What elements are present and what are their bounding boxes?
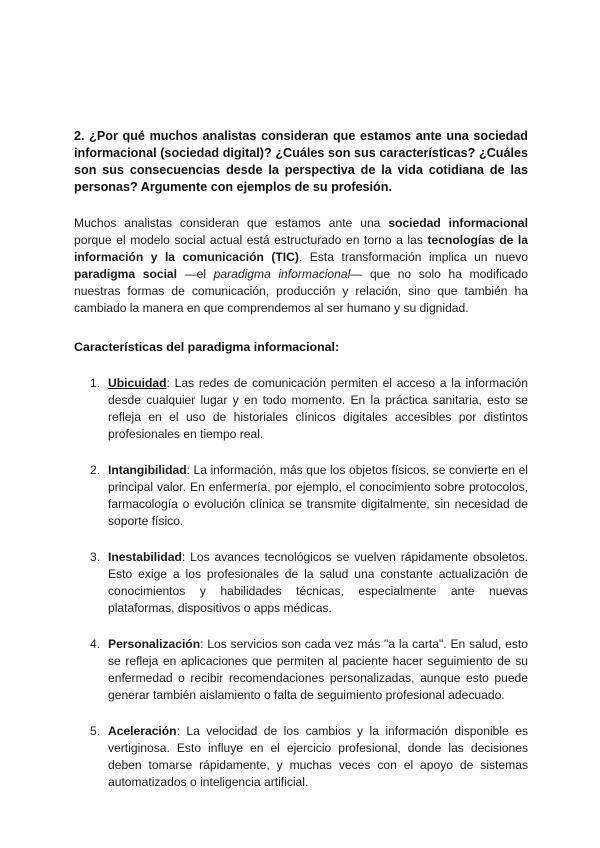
list-item-number: 4. [90, 637, 101, 651]
list-item-term: Ubicuidad [108, 376, 167, 390]
list-item [74, 462, 528, 530]
list-item-number: 3. [90, 550, 101, 564]
section-heading: Características del paradigma informacional: [74, 340, 340, 354]
intro-italic-1: paradigma informacional [213, 267, 351, 281]
list-item-text: : La información, más que los objetos físicos, se convierte en el principal valor. En enfermería, por ejemplo, el conocimiento sobre protocolos, farmacología o evolución clínica se transmite digitalmente, sin necesidad de soporte físico. [108, 463, 528, 528]
list-item-text: : Los avances tecnológicos se vuelven rápidamente obsoletos. Esto exige a los profesionales de la salud una constante actualización de conocimientos y habilidades técnicas, especialmente ante nuevas plataformas, dispositivos o apps médicas. [108, 550, 528, 615]
list-item [74, 549, 528, 617]
list-item-text: : Los servicios son cada vez más "a la carta". En salud, esto se refleja en aplicaciones que permiten al paciente hacer seguimiento de su enfermedad o recibir recomendaciones personalizadas, aunque esto puede generar también aislamiento o falta de seguimiento profesional adecuado. [108, 637, 528, 702]
intro-text-2: porque el modelo social actual está estructurado en torno a las [74, 233, 428, 247]
list-item-number: 5. [90, 724, 101, 738]
list-item-number: 2. [90, 463, 101, 477]
intro-text-3: . Esta transformación implica un nuevo [298, 250, 528, 264]
intro-text-1: Muchos analistas consideran que estamos ante una [74, 216, 389, 230]
list-item-text: : Las redes de comunicación permiten el acceso a la información desde cualquier lugar y en todo momento. En la práctica sanitaria, esto se refleja en el uso de historiales clínicos digitales accesibles por distintos profesionales en tiempo real. [108, 376, 528, 441]
intro-paragraph [74, 215, 528, 317]
intro-bold-1: sociedad informacional [388, 216, 528, 230]
document-page [74, 128, 528, 791]
list-item [74, 636, 528, 704]
intro-bold-3: paradigma social [74, 267, 178, 281]
list-item-term: Intangibilidad [108, 463, 187, 477]
intro-text-4: —el [177, 267, 214, 281]
question-heading: 2. ¿Por qué muchos analistas consideran que estamos ante una sociedad informacional (sociedad digital)? ¿Cuáles son sus características? ¿Cuáles son sus consecuencias desde la perspectiva de la vida cotidiana de las personas? Argumente con ejemplos de su profesión. [74, 129, 528, 194]
list-item-number: 1. [90, 376, 101, 390]
list-item [74, 723, 528, 791]
list-item-term: Personalización [108, 637, 201, 651]
list-item [74, 375, 528, 443]
intro-text-5: — que no solo ha modificado nuestras formas de comunicación, producción y relación, sino que también ha cambiado la manera en que comprendemos al ser humano y su dignidad. [74, 267, 528, 315]
list-item-term: Inestabilidad [108, 550, 182, 564]
list-item-text: : La velocidad de los cambios y la información disponible es vertiginosa. Esto influye en el ejercicio profesional, donde las decisiones deben tomarse rápidamente, y muchas veces con el apoyo de sistemas automatizados o inteligencia artificial. [108, 724, 528, 789]
list-item-term: Aceleración [108, 724, 177, 738]
features-list [74, 375, 528, 791]
intro-bold-2: tecnologías de la información y la comunicación (TIC) [74, 233, 528, 264]
